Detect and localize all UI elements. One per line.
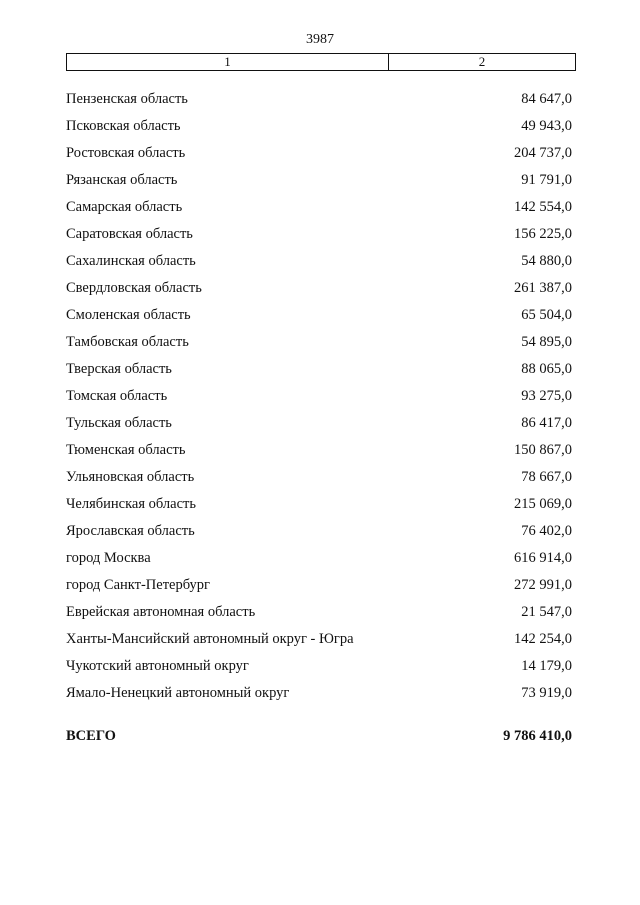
region-name: Смоленская область <box>66 307 191 323</box>
region-name: Тульская область <box>66 415 172 431</box>
region-name: Челябинская область <box>66 496 196 512</box>
table-row <box>66 653 572 680</box>
region-value: 142 254,0 <box>514 631 572 647</box>
region-value: 14 179,0 <box>521 658 572 674</box>
column-header-table <box>66 53 576 71</box>
table-row <box>66 140 572 167</box>
region-name: Тамбовская область <box>66 334 189 350</box>
region-name: Ханты-Мансийский автономный округ - Югра <box>66 631 354 647</box>
region-name: Ростовская область <box>66 145 186 161</box>
region-name: Свердловская область <box>66 280 202 296</box>
region-value: 21 547,0 <box>521 604 572 620</box>
region-name: Чукотский автономный округ <box>66 658 249 674</box>
page-number: 3987 <box>306 32 334 47</box>
table-row <box>66 518 572 545</box>
region-value: 142 554,0 <box>514 199 572 215</box>
region-name: Томская область <box>66 388 168 404</box>
region-table <box>66 86 572 707</box>
region-value: 91 791,0 <box>521 172 572 188</box>
region-value: 84 647,0 <box>521 91 572 107</box>
region-name: Ульяновская область <box>66 469 195 485</box>
region-name: Ямало-Ненецкий автономный округ <box>66 685 290 701</box>
region-name: Тверская область <box>66 361 172 377</box>
region-value: 54 895,0 <box>521 334 572 350</box>
table-row <box>66 626 572 653</box>
region-value: 156 225,0 <box>514 226 572 242</box>
region-value: 616 914,0 <box>514 550 572 566</box>
column-header-2: 2 <box>478 54 486 69</box>
total-label: ВСЕГО <box>66 728 116 744</box>
table-row <box>66 167 572 194</box>
region-value: 150 867,0 <box>514 442 572 458</box>
table-row <box>66 275 572 302</box>
table-row <box>66 464 572 491</box>
table-row <box>66 221 572 248</box>
region-value: 204 737,0 <box>514 145 572 161</box>
table-row <box>66 680 572 707</box>
column-header-1: 1 <box>67 54 389 70</box>
region-value: 215 069,0 <box>514 496 572 512</box>
region-value: 261 387,0 <box>514 280 572 296</box>
table-row <box>66 599 572 626</box>
region-value: 76 402,0 <box>521 523 572 539</box>
region-name: Самарская область <box>66 199 183 215</box>
region-name: Рязанская область <box>66 172 178 188</box>
region-name: Псковская область <box>66 118 181 134</box>
table-row <box>66 545 572 572</box>
region-name: город Москва <box>66 550 151 566</box>
table-row <box>66 302 572 329</box>
region-name: Пензенская область <box>66 91 188 107</box>
table-row <box>66 491 572 518</box>
region-name: Тюменская область <box>66 442 186 458</box>
table-row <box>66 86 572 113</box>
total-row <box>66 728 572 745</box>
region-value: 49 943,0 <box>521 118 572 134</box>
table-row <box>66 383 572 410</box>
table-row <box>66 356 572 383</box>
region-value: 272 991,0 <box>514 577 572 593</box>
region-name: Ярославская область <box>66 523 195 539</box>
region-value: 93 275,0 <box>521 388 572 404</box>
table-row <box>66 410 572 437</box>
total-value: 9 786 410,0 <box>503 728 572 744</box>
table-row <box>66 113 572 140</box>
region-value: 78 667,0 <box>521 469 572 485</box>
table-row <box>66 572 572 599</box>
region-name: город Санкт-Петербург <box>66 577 211 593</box>
region-value: 88 065,0 <box>521 361 572 377</box>
table-row <box>66 194 572 221</box>
region-name: Еврейская автономная область <box>66 604 256 620</box>
table-row <box>66 248 572 275</box>
table-row <box>66 329 572 356</box>
region-value: 65 504,0 <box>521 307 572 323</box>
region-value: 54 880,0 <box>521 253 572 269</box>
region-value: 73 919,0 <box>521 685 572 701</box>
region-value: 86 417,0 <box>521 415 572 431</box>
region-name: Саратовская область <box>66 226 193 242</box>
table-row <box>66 437 572 464</box>
region-name: Сахалинская область <box>66 253 196 269</box>
